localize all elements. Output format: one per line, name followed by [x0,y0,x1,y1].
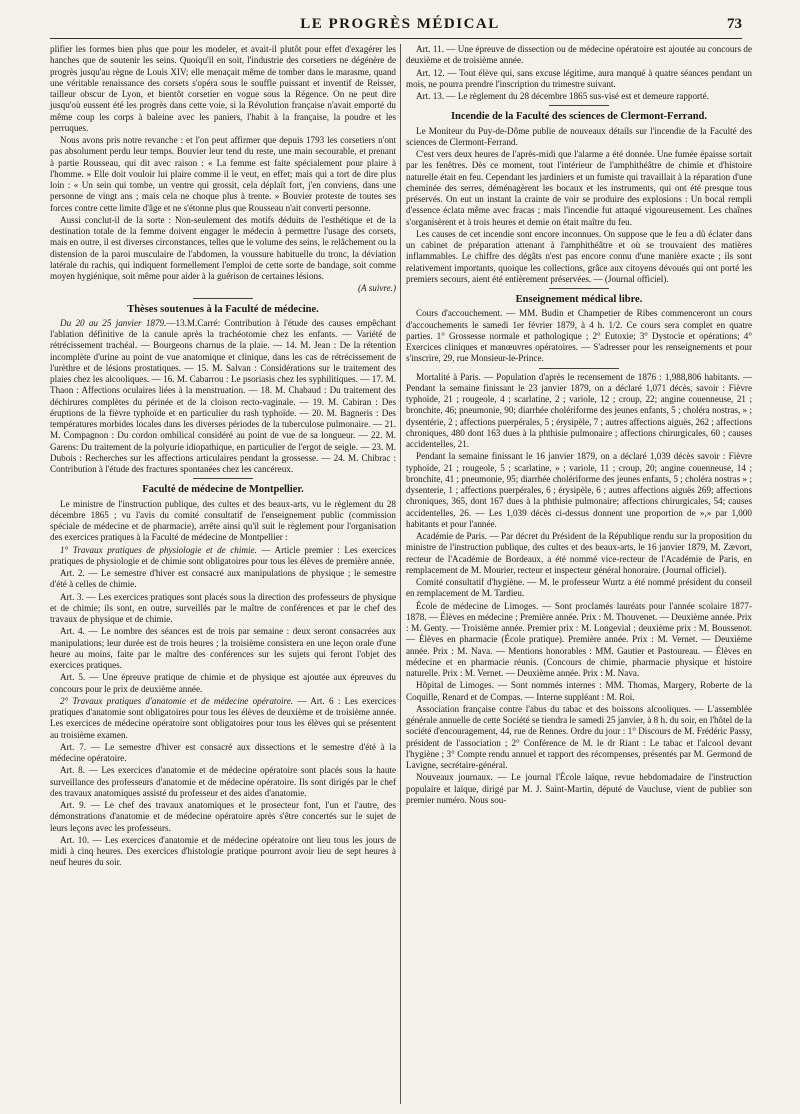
montpellier-article: Art. 7. — Le semestre d'hiver est consacré aux dissections et le semestre d'été à la médecine opératoire. [50,741,396,763]
montpellier-article: Art. 4. — Le nombre des séances est de trois par semaine : deux seront consacrées aux manipulations; leur durée est de trois heures ; la troisième consistera en une leçon orale d'une heure au moins, faite par le maître des conférences sur les sujets qui feront l'objet des exercices pratiques. [50,626,396,670]
to-be-continued: (A suivre.) [357,283,396,294]
section-heading-montpellier: Faculté de médecine de Montpellier. [142,484,304,496]
montpellier-article: Art. 13. — Le règlement du 28 décembre 1865 sus-visé est et demeure rapporté. [416,91,709,101]
subsection-title: 1° Travaux pratiques de physiologie et de chimie. [60,544,257,555]
enseignement-paragraph: Cours d'accouchement. — MM. Budin et Champetier de Ribes commenceront un cours d'accouchements le samedi 1er février 1879, à 4 h. 1/2. Ce cours sera complet en quatre parties. 1° Grossesse normale et pathologique ; 2° Eutoxie; 3° Dystocie et opérations; 4° Exercices cliniques et manœuvres opératoires. — S'adresser pour les renseignements et pour s'inscrire, 29, rue Monsieur-le-Prince. [406,308,752,364]
corset-paragraph: Aussi conclut-il de la sorte : Non-seulement des motifs déduits de l'esthétique et de la destination totale de la femme doivent engager le médecin à permettre l'usage des corsets, mais en outre, il est diverses circonstances, telles que le volume des seins, le relâchement ou la distension de la paroi musculaire de l'abdomen, la voussure habituelle du tronc, la déviation latérale du rachis, qui indiquent formellement l'emploi de cette sorte de bandage, soit comme moyen hygiénique, soit même pour aider à la guérison de certaines lésions. [50,214,396,281]
section-rule [539,368,619,369]
montpellier-intro: Le ministre de l'instruction publique, des cultes et des beaux-arts, vu le règlement du 28 décembre 1865 ; vu l'avis du comité consultatif de l'enseignement public (commission spéciale de médecine et de pharmacie), arrête ainsi qu'il suit le règlement pour l'organisation des exercices pratiques à la Faculté de médecine de Montpellier : [50,498,396,543]
section-heading-incendie: Incendie de la Faculté des sciences de Clermont-Ferrand. [450,111,708,123]
journal-title: LE PROGRÈS MÉDICAL [300,16,500,32]
section-heading-theses: Thèses soutenues à la Faculté de médecine. [127,303,319,315]
column-divider [400,44,401,1104]
montpellier-article: Art. 9. — Le chef des travaux anatomiques et le prosecteur font, l'un et l'autre, des démonstrations d'anatomie et de médecine opératoire après s'être concertés sur le sujet de leurs leçons avec les professeurs. [50,800,396,833]
montpellier-article: Art. 12. — Tout élève qui, sans excuse légitime, aura manqué à quatre séances pendant un mois, ne pourra prendre l'inscription du trimestre suivant. [406,67,752,89]
theses-text: —13.M.Carré: Contribution à l'étude des causes empêchant l'ablation définitive de la canule après la trachéotomie chez les enfants. — Variété de rétrécissement trachéal. — Bourgeons charnus de la plaie. — 14. M. Jean : De la rétention incomplète d'urine au point de vue anatomique et clinique, dans les cas de rétrécissement de l'urèthre et de lésions prostatiques. — 15. M. Salvan : Considérations sur le traitement des plaies chez les alcooliques. — 16. M. Cabarrou : Le psoriasis chez les syphilitiques. — 17. M. Thaon : Affections oculaires liées à la menstruation. — 18. M. Chabaud : Du traitement des déchirures complètes du périnée et de la cloison recto-vaginale. — 19. M. Cabiran : Des éruptions de la fièvre typhoïde et en particulier du rash typhoïde. — 20. M. Bagneris : Des températures morbides locales dans les diverses périodes de la tuberculose pulmonaire. — 21. M. Compagnon : Du cordon ombilical considéré au point de vue de sa longueur. — 22. M. Garens: Du traitement de la polyurie idiopathique, en particulier de l'ergot de seigle. — 23. M. Dubois : Recherches sur les affections articulaires pendant la grossesse. — 24. M. Chibrac : Contribution à l'étude des fractures spontanées chez les cancéreux. [50,317,397,474]
page-header [0,0,800,40]
montpellier-article: Art. 11. — Une épreuve de dissection ou de médecine opératoire est ajoutée au concours de deuxième et de troisième année. [406,44,752,66]
incendie-paragraph: C'est vers deux heures de l'après-midi que l'alarme a été donnée. Une fumée épaisse sortait par les fenêtres. Dès ce moment, tout l'intérieur de l'amphithéâtre de chimie et d'histoire naturelle était en feu. Cependant les jardiniers et un fumiste qui travaillait à la réparation d'une cheminée des serres, déménagèrent les bocaux et les instruments, qui ont été presque tous préservés. On eut un instant la crainte de voir se produire des explosions : Un bocal rempli d'essence éclata même avec fracas ; mais l'incendie fut attaqué vigoureusement. Les chaînes s'organisèrent et à trois heures et demie on était maître du feu. [406,149,752,227]
left-column [50,44,396,870]
corset-paragraph: Nous avons pris notre revanche : et l'on peut affirmer que depuis 1793 les corsetiers n'ont pas absolument perdu leur temps. Bouvier leur tend du reste, une main secourable, et prenant à partie Rousseau, qui dit avec raison : « La femme est faite spécialement pour plaire à l'homme. » Elle doit vouloir lui plaire comme il le veut, en effet; mais qui a tort de dire plus loin : « Un sein qui tombe, un ventre qui grossit, cela déplaît fort, j'en conviens, dans une personne de vingt ans ; mais cela ne choque plus à trente. » Bouvier proteste de toutes ses forces contre cette limite d'âge et ne s'étonne plus que Rousseau n'ait converti personne. [50,135,396,213]
incendie-paragraph: Le Moniteur du Puy-de-Dôme publie de nouveaux détails sur l'incendie de la Faculté des sciences de Clermont-Ferrand. [406,125,752,147]
corset-paragraph: plifier les formes bien plus que pour les modeler, et avait-il plutôt pour effet d'exagérer les hanches que de soutenir les seins. Quoiqu'il en soit, l'industrie des corsetiers ne dégénère de progrès jusqu'au règne de Louis XIV; elle menaçait même de tomber dans le marasme, quand une véritable renaissance des corsets s'opéra sous le souffle puissant et inventif de Reisser, tailleur obscur de Lyon, et bientôt corsetier en vogue sous la Régence. On ne peut dire jusqu'où eussent été les progrès dans cette voie, si la Révolution française n'avait emporté du même coup les corps à baleine avec les paniers, l'habit à la française, la poudre et les perruques. [50,44,396,133]
theses-paragraph [50,318,396,476]
news-item-comite: Comité consultatif d'hygiène. — M. le professeur Wurtz a été nommé président du conseil en remplacement de M. Tardieu. [406,577,752,599]
news-item-association: Association française contre l'abus du tabac et des boissons alcooliques. — L'assemblée générale annuelle de cette Société se tiendra le samedi 25 janvier, à 8 h. du soir, en l'hôtel de la société d'encouragement, 44, rue de Rennes. Ordre du jour : 1° Discours de M. Frédéric Passy, président de l'association ; 2° Conférence de M. le dr Riant : Le tabac et l'alcool devant l'hygiène ; 3° Compte rendu annuel et rapport des récompenses, présentés par M. Germond de Lavigne, secrétaire-général. [406,703,753,770]
theses-date: Du 20 au 25 janvier 1879. [60,317,167,328]
montpellier-article: Art. 8. — Les exercices d'anatomie et de médecine opératoire sont placés sous la haute surveillance des professeurs d'anatomie et de médecine opératoire. Ils sont dirigés par le chef des travaux anatomiques assisté du professeur et des aides d'anatomie. [50,765,396,798]
news-item-mortalite: Mortalité à Paris. — Population d'après le recensement de 1876 : 1,988,806 habitants. — Pendant la semaine finissant le 23 janvier 1879, on a déclaré 1,071 décès, savoir : Fièvre typhoïde, 21 ; rougeole, 4 ; scarlatine, 2 ; variole, 12 ; croup, 22; angine couenneuse, 21 ; bronchite, 46; pneumonie, 90; diarrhée cholériforme des jeunes enfants, 5 ; choléra nostras, » ; dysentérie, 2 ; affections puerpérales, 5 ; érysipèle, 7 ; autres affections aiguës, 262 ; affections chroniques, 480 dont 163 dues à la phthisie pulmonaire ; affections chirurgicales, 60 ; causes accidentelles, 21. [406,371,752,449]
section-rule [549,288,609,289]
montpellier-article: 1° Travaux pratiques de physiologie et de chimie. — Article premier : Les exercices pratiques de physiologie et de chimie sont obligatoires pour tous les élèves de première année. [50,544,397,566]
news-item-mortalite: Pendant la semaine finissant le 16 janvier 1879, on a déclaré 1,039 décès savoir : Fièvre typhoïde, 21 ; rougeole, 5 ; scarlatine, » ; variole, 11 ; croup, 20; angine couenneuse, 14 ; bronchite, 41 ; pneumonie, 95; diarrhée cholériforme des jeunes enfants, 5 ; choléra nostras » ; dysenterie, 1 ; affections puerpérales, 6 ; érysipèle, 6 ; autres affections aiguës 269; affections chroniques, 365, dont 167 dues à la phthisie pulmonaire; affections chirurgicales, 54; causes accidentelles, 26. — Les 1,039 décès ci-dessus donnent une proportion de »,» par 1,000 habitants et pour l'année. [406,451,752,529]
montpellier-article: 2° Travaux pratiques d'anatomie et de médecine opératoire. — Art. 6 : Les exercices pratiques d'anatomie sont obligatoires pour tous les élèves de deuxième et de troisième année. Les exercices de médecine opératoire sont obligatoires pour tous les élèves qui se présentent au troisième examen. [50,695,397,740]
page-number: 73 [727,16,742,32]
news-item-journaux: Nouveaux journaux. — Le journal l'École laïque, revue hebdomadaire de l'instruction populaire et laïque, dirigé par M. J. Saint-Martin, député de Vaucluse, vient de publier son premier numéro. Nous sou- [406,772,752,805]
subsection-title: 2° Travaux pratiques d'anatomie et de médecine opératoire. [60,695,294,706]
header-rule [50,38,742,39]
right-column [406,44,752,807]
montpellier-article: Art. 5. — Une épreuve pratique de chimie et de physique est ajoutée aux épreuves du concours pour le prix de deuxième année. [50,672,396,694]
news-item-hopital: Hôpital de Limoges. — Sont nommés internes : MM. Thomas, Margery, Roberte de la Coquille, Renard et de Compas. — Interne suppléant : M. Roi. [406,680,752,702]
montpellier-article: Art. 2. — Le semestre d'hiver est consacré aux manipulations de physique ; le semestre d'été à celles de chimie. [50,568,396,590]
incendie-paragraph: Les causes de cet incendie sont encore inconnues. On suppose que le feu a dû éclater dans un cabinet de préparation attenant à l'amphithéâtre et où se trouvaient des matières inflammables. Le chiffre des dégâts n'est pas encore connu d'une manière exacte ; ils sont relativement importants, quoique les collections, grâce aux citoyens dévoués qui ont porté les premiers secours, aient été entièrement préservées. — (Journal officiel). [406,228,752,284]
montpellier-article: Art. 10. — Les exercices d'anatomie et de médecine opératoire ont lieu tous les jours de midi à cinq heures. Des exercices d'histologie pratique pourront avoir lieu de sept heures à neuf heures du soir. [50,834,396,868]
section-rule [193,478,253,479]
news-item-ecole: École de médecine de Limoges. — Sont proclamés lauréats pour l'année scolaire 1877-1878. — Élèves en médecine ; Première année. Prix : M. Thouvenet. — Deuxième année. Prix : M. Genty. — Troisième année. Premier prix : M. Longevial ; deuxième prix : M. Boussenot. — Élèves en pharmacie (École pratique). Première année. Prix : M. Vernet. — Deuxième année. Prix : M. Nava. — Mentions honorables : MM. Gautier et Pastoureau. — Élèves en médecine et en pharmacie réunis. (Concours de chimie, pharmacie physique et histoire naturelle. Prix : M. Vernet. — Deuxième année. Prix : M. Nava. [406,600,752,678]
section-rule [193,298,253,299]
section-heading-enseignement: Enseignement médical libre. [515,294,643,305]
section-rule [549,105,609,106]
news-item-academie: Académie de Paris. — Par décret du Président de la République rendu sur la proposition du ministre de l'instruction publique, des cultes et des beaux-arts, le 16 janvier 1879, M. Zævort, recteur de l'Académie de Bordeaux, a été nommé vice-recteur de l'Académie de Paris, en remplacement de M. Mourier, recteur et inspecteur général honoraire. (Journal officiel). [406,531,752,575]
montpellier-article: Art. 3. — Les exercices pratiques sont placés sous la direction des professeurs de physique et de chimie; ils sont, en outre, surveillés par le maître de conférences et par le chef des travaux de physique et de chimie. [50,591,396,624]
